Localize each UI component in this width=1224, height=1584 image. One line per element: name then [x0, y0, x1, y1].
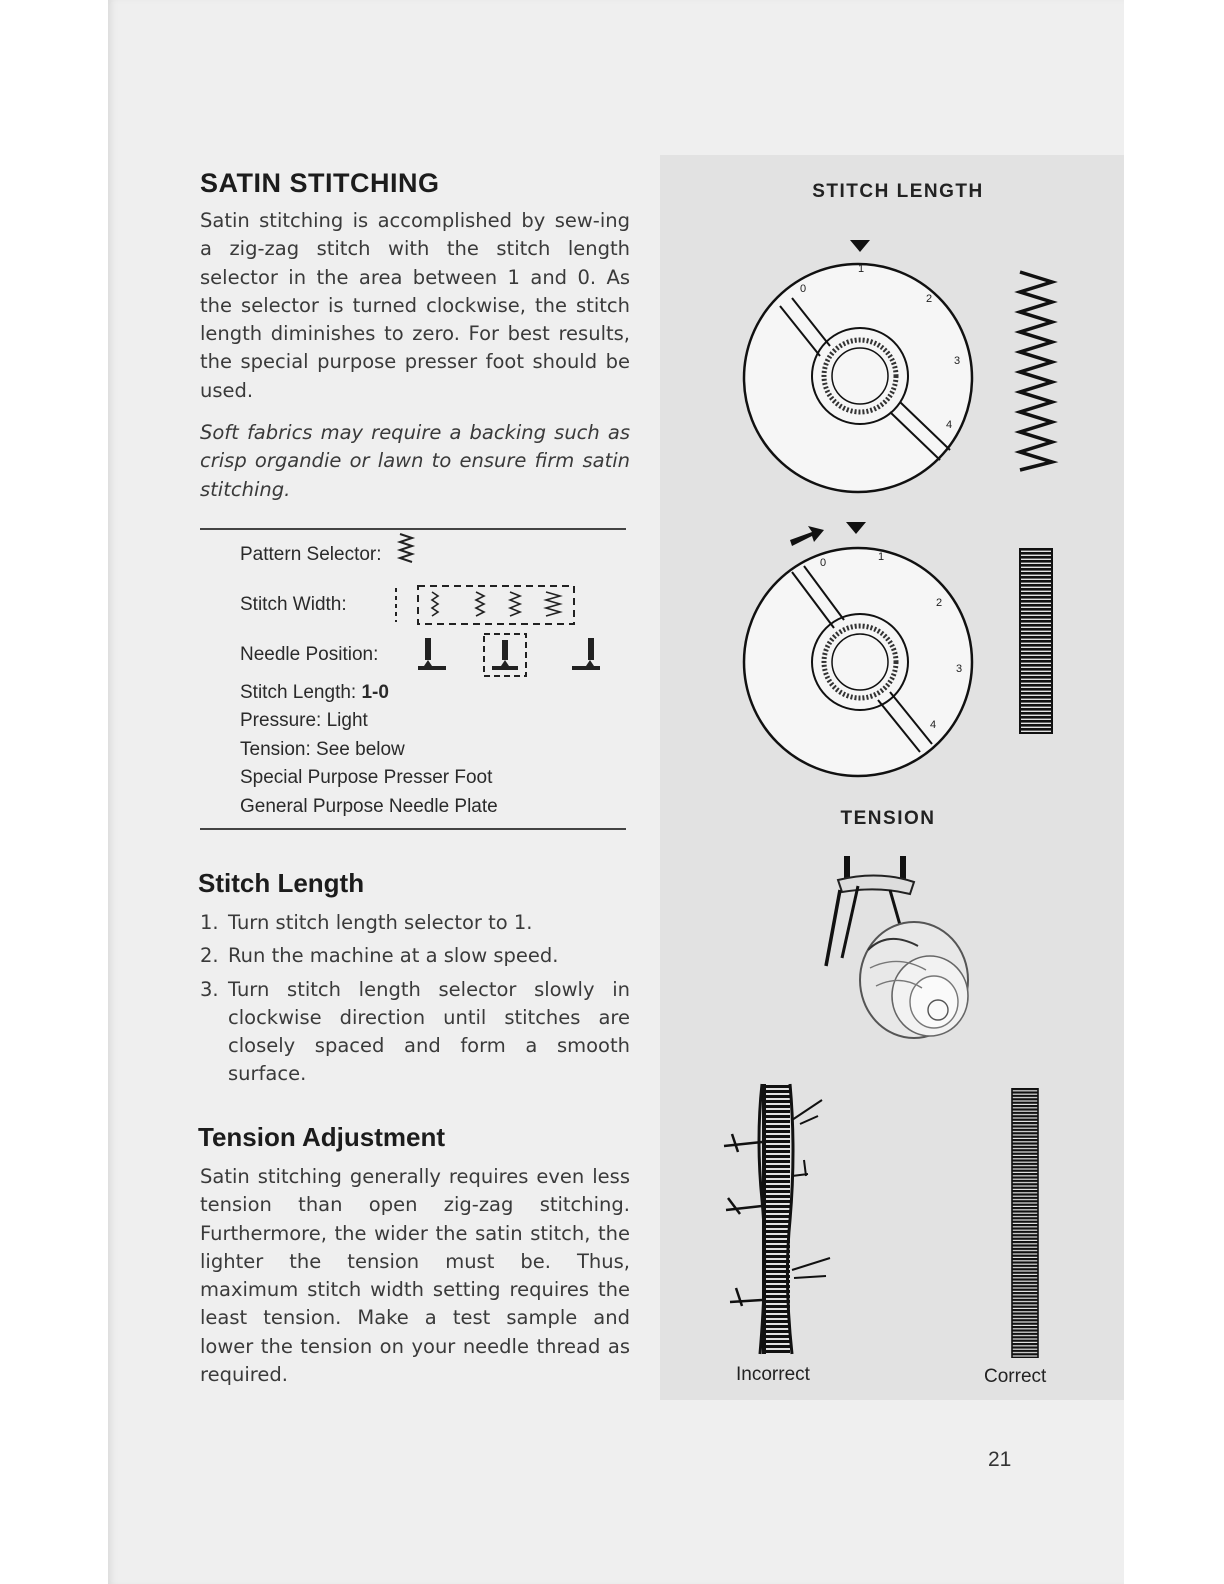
dial-mark-0: 0: [820, 557, 827, 569]
spec-tension: Tension: See below: [240, 739, 405, 760]
open-zigzag-sample: [1016, 268, 1056, 474]
spec-pattern-selector: [240, 544, 382, 566]
needle-right-icon: [572, 638, 600, 670]
tension-heading: Tension Adjustment: [198, 1122, 445, 1152]
dial-mark-4: 4: [946, 419, 953, 431]
divider-bottom: [200, 828, 626, 830]
spec-stitch-length: [240, 682, 389, 704]
needle-left-icon: [418, 638, 446, 670]
dial-mark-4: 4: [930, 719, 937, 731]
step-item: 3. Turn stitch length selector slowly in clockwise direction until stitches are closely spaced and form a smooth surface.: [200, 977, 630, 1086]
step-item: 2. Run the machine at a slow speed.: [200, 944, 559, 968]
correct-stitch-sample: [1010, 1088, 1040, 1358]
needle-center-icon: [492, 640, 518, 670]
needle-position-icons: [416, 632, 606, 680]
stitch-length-dial-upper: [740, 236, 980, 486]
step-item: 1. Turn stitch length selector to 1.: [200, 911, 533, 934]
dial-mark-2: 2: [936, 597, 943, 609]
stitch-length-figure-label: STITCH LENGTH: [812, 181, 984, 202]
tension-paragraph: Satin stitching generally requires even less tension than open zig-zag stitching. Furthermore, the wider the satin stitch, the lighter the tension must be. Thus, maximum stitch width setting requires the least tension. Make a test sample and lower the tension on your needle thread as required.: [200, 1165, 630, 1387]
page-number: 21: [988, 1448, 1012, 1471]
spec-stitch-length-label: Stitch Length:: [240, 682, 357, 703]
spec-presser-foot: Special Purpose Presser Foot: [240, 767, 493, 788]
spec-needle-plate: General Purpose Needle Plate: [240, 796, 498, 817]
spec-pattern-selector-label: Pattern Selector:: [240, 544, 382, 565]
spec-pressure: Pressure: Light: [240, 710, 368, 731]
dial-mark-2: 2: [926, 293, 933, 305]
incorrect-stitch-sample: [722, 1080, 832, 1360]
page-title: SATIN STITCHING: [200, 168, 440, 198]
spec-stitch-length-value: 1-0: [361, 682, 389, 703]
spec-stitch-width-label: Stitch Width:: [240, 594, 347, 615]
dial-mark-3: 3: [954, 355, 961, 367]
stitch-length-heading: Stitch Length: [198, 868, 365, 898]
spec-needle-position-label: Needle Position:: [240, 644, 379, 665]
stitch-length-dial-lower: [740, 516, 980, 778]
spec-stitch-width: [240, 594, 347, 616]
intro-paragraph: Satin stitching is accomplished by sew-ing a zig-zag stitch with the stitch length selector in the area between 1 and 0. As the selector is turned clockwise, the stitch length diminishes to zero. For best results, the special purpose presser foot should be used.: [200, 209, 630, 402]
tension-figure-label: TENSION: [840, 808, 936, 829]
dial-mark-3: 3: [956, 663, 963, 675]
tension-assembly-illustration: [818, 850, 978, 1050]
correct-caption: Correct: [984, 1366, 1047, 1387]
spec-needle-position: [240, 644, 378, 666]
divider-top: [200, 528, 626, 530]
satin-stitch-sample: [1018, 548, 1054, 734]
dial-mark-1: 1: [858, 263, 865, 275]
zigzag-pattern-icon: [396, 532, 416, 568]
dial-mark-0: 0: [800, 283, 807, 295]
stitch-length-steps: [200, 909, 630, 1094]
incorrect-caption: Incorrect: [736, 1364, 810, 1385]
note-paragraph: Soft fabrics may require a backing such as crisp organdie or lawn to ensure firm satin stitching.: [200, 421, 630, 501]
dial-mark-1: 1: [878, 551, 885, 563]
stitch-width-icons: [388, 582, 580, 628]
